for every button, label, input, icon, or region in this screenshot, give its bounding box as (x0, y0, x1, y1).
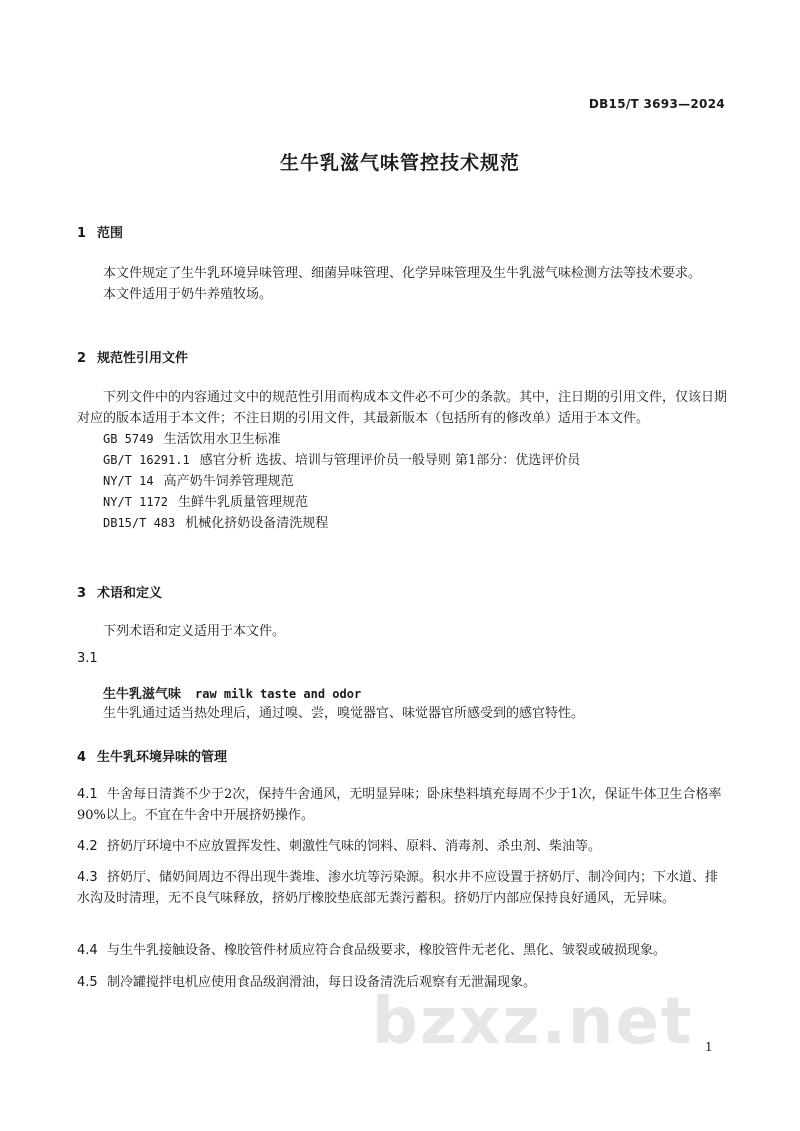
clause-4-3: 4.3 挤奶厅、储奶间周边不得出现牛粪堆、渗水坑等污染源。积水井不应设置于挤奶厅、制冷间内；下水道、排水沟及时清理，无不良气味释放，挤奶厅橡胶垫底部无粪污蓄积。挤奶厅内部应保持良好通风，无异味。 (77, 870, 719, 906)
section-2-body (77, 387, 727, 534)
page-number: 1 (705, 1040, 713, 1054)
references-intro: 下列文件中的内容通过文中的规范性引用而构成本文件必不可少的条款。其中，注日期的引用文件，仅该日期对应的版本适用于本文件；不注日期的引用文件，其最新版本（包括所有的修改单）适用于本文件。 (77, 390, 728, 426)
section-3-heading: 3 术语和定义 (77, 586, 163, 601)
term-entry (77, 683, 753, 702)
scope-paragraph-1: 本文件规定了生牛乳环境异味管理、细菌异味管理、化学异味管理及生牛乳滋气味检测方法等技术要求。 (103, 266, 702, 281)
section-1-body (77, 263, 727, 305)
term-chinese: 生牛乳滋气味 (103, 687, 182, 702)
section-4-heading: 4 生牛乳环境异味的管理 (77, 750, 228, 765)
term-english: raw milk taste and odor (195, 687, 362, 701)
clause-4-4: 4.4 与生牛乳接触设备、橡胶管件材质应符合食品级要求，橡胶管件无老化、黑化、皱裂或破损现象。 (77, 943, 667, 958)
term-definition: 生牛乳通过适当热处理后，通过嗅、尝，嗅觉器官、味觉器官所感受到的感官特性。 (103, 706, 585, 721)
terms-intro: 下列术语和定义适用于本文件。 (103, 624, 286, 639)
reference-item: NY/T 1172 生鲜牛乳质量管理规范 (103, 495, 309, 510)
scope-paragraph-2: 本文件适用于奶牛养殖牧场。 (103, 287, 273, 302)
reference-item: DB15/T 483 机械化挤奶设备清洗规程 (103, 516, 329, 531)
reference-item: GB 5749 生活饮用水卫生标准 (103, 432, 281, 447)
watermark: bzxz.net (372, 985, 694, 1059)
section-2-heading: 2 规范性引用文件 (77, 351, 189, 366)
clause-4-2: 4.2 挤奶厅环境中不应放置挥发性、刺激性气味的饲料、原料、消毒剂、杀虫剂、柴油等。 (77, 839, 602, 854)
standard-code: DB15/T 3693—2024 (588, 97, 725, 111)
clause-4-5: 4.5 制冷罐搅拌电机应使用食品级润滑油，每日设备清洗后观察有无泄漏现象。 (77, 975, 537, 990)
section-1-heading: 1 范围 (77, 226, 124, 241)
reference-item: GB/T 16291.1 感官分析 选拔、培训与管理评价员一般导则 第1部分：优选评价员 (103, 453, 581, 468)
clause-4-1: 4.1 牛舍每日清粪不少于2次，保持牛舍通风，无明显异味；卧床垫料填充每周不少于1次，保证牛体卫生合格率90%以上。不宜在牛舍中开展挤奶操作。 (77, 787, 722, 823)
term-number: 3.1 (77, 651, 98, 666)
reference-item: NY/T 14 高产奶牛饲养管理规范 (103, 474, 294, 489)
document-title: 生牛乳滋气味管控技术规范 (279, 152, 520, 174)
